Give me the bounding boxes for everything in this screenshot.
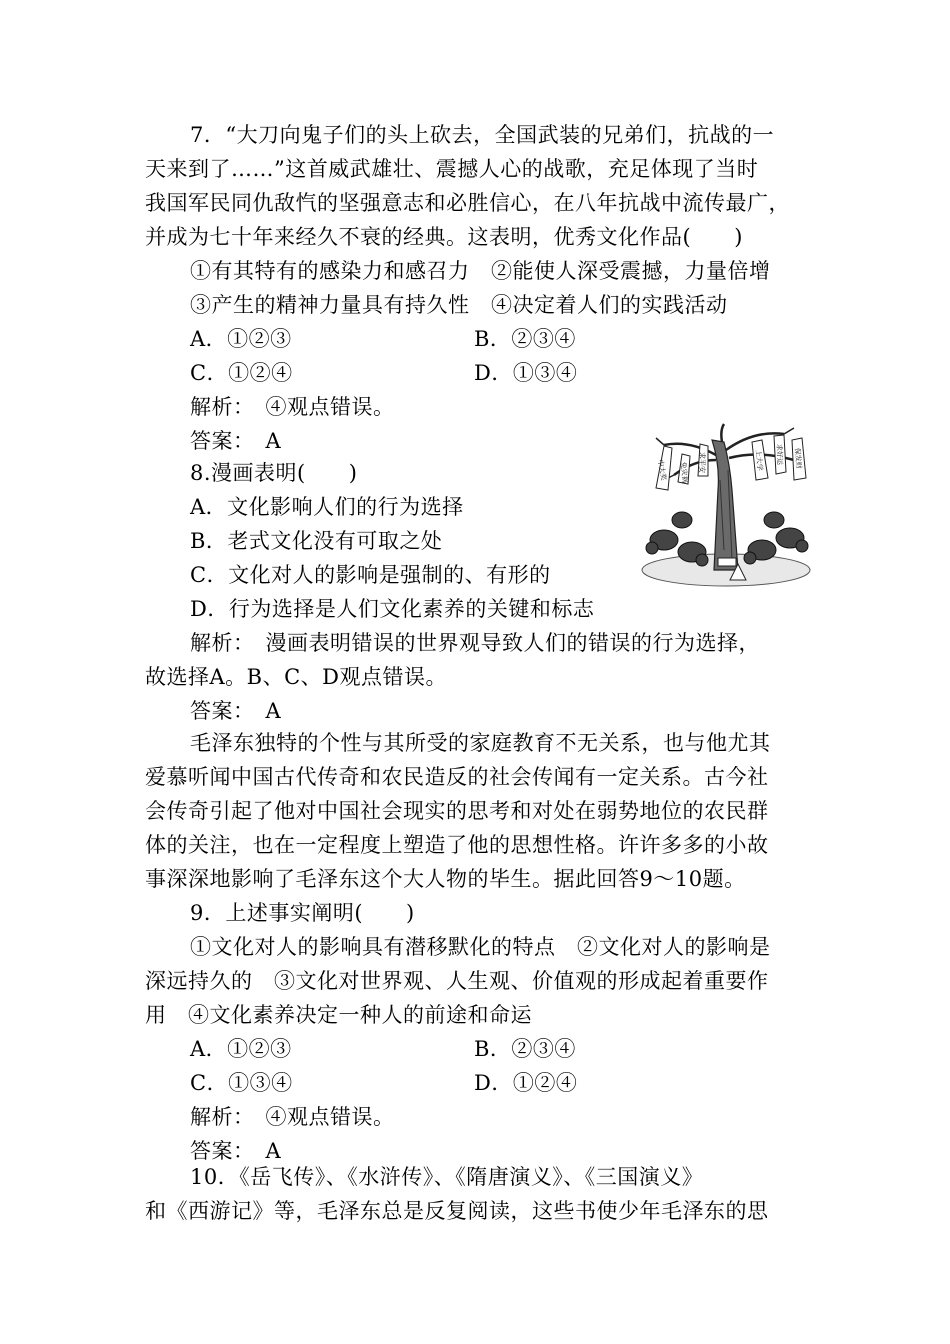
q7-stem-line-3: 我国军民同仇敌忾的坚强意志和必胜信心，在八年抗战中流传最广， <box>145 191 790 215</box>
q8-option-a: A．文化影响人们的行为选择 <box>190 495 464 519</box>
q10-stem-line-1: 10．《岳飞传》、《水浒传》、《隋唐演义》、《三国演义》 <box>190 1165 704 1189</box>
q8-answer: 答案： A <box>190 699 282 723</box>
cartoon-label-4: 上大学 <box>754 449 764 472</box>
q10-stem-line-2: 和《西游记》等，毛泽东总是反复阅读，这些书使少年毛泽东的思 <box>145 1199 769 1223</box>
q7-stem-line-1: 7．“大刀向鬼子们的头上砍去，全国武装的兄弟们，抗战的一 <box>190 123 775 147</box>
q7-option-a: A．①②③ <box>190 327 292 351</box>
cartoon-label-3: 求平安 <box>698 452 706 473</box>
q7-stem-line-2: 天来到了……”这首威武雄壮、震撼人心的战歌，充足体现了当时 <box>145 157 759 181</box>
q7-answer: 答案： A <box>190 429 282 453</box>
q9-option-d: D．①②④ <box>474 1071 578 1095</box>
q8-option-d: D．行为选择是人们文化素养的关键和标志 <box>190 597 595 621</box>
q7-analysis: 解析： ④观点错误。 <box>190 395 395 419</box>
cartoon-label-6: 保发财 <box>793 447 803 470</box>
q9-statement-line-1: ①文化对人的影响具有潜移默化的特点 ②文化对人的影响是 <box>190 935 771 959</box>
q7-option-c: C．①②④ <box>190 361 293 385</box>
q7-option-b: B．②③④ <box>474 327 576 351</box>
passage-line-3: 会传奇引起了他对中国社会现实的思考和对处在弱势地位的农民群 <box>145 799 769 823</box>
q9-option-c: C．①③④ <box>190 1071 293 1095</box>
q9-statement-line-3: 用 ④文化素养决定一种人的前途和命运 <box>145 1003 532 1027</box>
passage-line-5: 事深深地影响了毛泽东这个大人物的毕生。据此回答9～10题。 <box>145 867 746 891</box>
q8-analysis-line-1: 解析： 漫画表明错误的世界观导致人们的错误的行为选择， <box>190 631 760 655</box>
q8-analysis-line-2: 故选择A。B、C、D观点错误。 <box>145 665 448 689</box>
q9-stem: 9．上述事实阐明( ) <box>190 901 415 925</box>
q7-statement-1: ①有其特有的感染力和感召力 ②能使人深受震撼，力量倍增 <box>190 259 771 283</box>
q9-answer: 答案： A <box>190 1139 282 1163</box>
q9-option-b: B．②③④ <box>474 1037 576 1061</box>
cartoon-label-1: 中大奖 <box>656 458 668 482</box>
q7-statement-2: ③产生的精神力量具有持久性 ④决定着人们的实践活动 <box>190 293 728 317</box>
kneeling-figure <box>672 512 692 528</box>
q8-option-b: B．老式文化没有可取之处 <box>190 529 443 553</box>
q7-stem-line-4: 并成为七十年来经久不衰的经典。这表明，优秀文化作品( ) <box>145 225 743 249</box>
q7-option-d: D．①③④ <box>474 361 578 385</box>
q8-stem: 8.漫画表明( ) <box>190 461 358 485</box>
passage-line-2: 爱慕听闻中国古代传奇和农民造反的社会传闻有一定关系。古今社 <box>145 765 769 789</box>
passage-line-1: 毛泽东独特的个性与其所受的家庭教育不无关系，也与他尤其 <box>190 731 771 755</box>
kneeling-figure <box>764 512 784 528</box>
q9-option-a: A．①②③ <box>190 1037 292 1061</box>
q9-analysis: 解析： ④观点错误。 <box>190 1105 395 1129</box>
cartoon-label-5: 求好运 <box>775 443 784 466</box>
cartoon-label-2: 免灾祸 <box>679 461 689 484</box>
passage-line-4: 体的关注，也在一定程度上塑造了他的思想性格。许许多多的小故 <box>145 833 769 857</box>
cartoon-illustration <box>634 420 816 590</box>
q8-option-c: C．文化对人的影响是强制的、有形的 <box>190 563 551 587</box>
q9-statement-line-2: 深远持久的 ③文化对世界观、人生观、价值观的形成起着重要作 <box>145 969 769 993</box>
